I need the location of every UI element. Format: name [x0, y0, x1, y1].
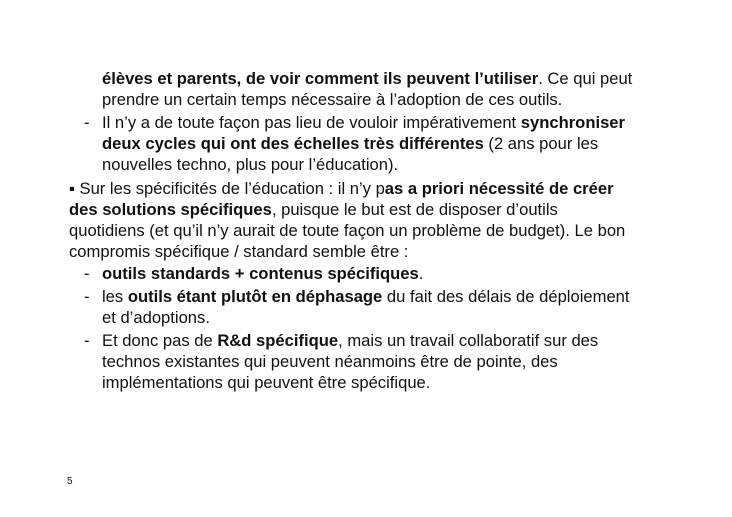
text-run: , mais un travail collaboratif sur des [338, 331, 599, 350]
dash-marker: - [84, 264, 90, 283]
text-line [102, 112, 625, 133]
dash-marker: - [84, 113, 90, 132]
text-line [102, 133, 598, 154]
text-run: , puisque le but est de disposer d’outils [271, 200, 558, 219]
bold-text: as a priori nécessité de créer [384, 179, 614, 198]
text-line [69, 199, 558, 220]
text-line [102, 68, 632, 89]
text-line: compromis spécifique / standard semble être : [69, 242, 409, 261]
text-line [102, 263, 423, 284]
text-line: implémentations qui peuvent être spécifique. [102, 373, 431, 392]
dash-marker: - [84, 287, 90, 306]
text-line: technos existantes qui peuvent néanmoins être de pointe, des [102, 352, 558, 371]
text-line [102, 286, 630, 307]
dash-marker: - [84, 331, 90, 350]
text-line: nouvelles techno, plus pour l’éducation). [102, 155, 399, 174]
text-run: . Ce qui peut [538, 69, 633, 88]
bold-text: R&d spécifique [217, 331, 339, 350]
bold-text: outils étant plutôt en déphasage [127, 287, 383, 306]
text-run: Il n’y a de toute façon pas lieu de vouloir impérativement [102, 113, 521, 132]
page-number: 5 [67, 476, 73, 487]
bold-text: élèves et parents, de voir comment ils peuvent l’utiliser [102, 69, 539, 88]
text-run: Et donc pas de [102, 331, 218, 350]
bold-text: outils standards + contenus spécifiques [102, 264, 419, 283]
text-run: (2 ans pour les [483, 134, 599, 153]
bold-text: des solutions spécifiques [69, 200, 272, 219]
text-line: prendre un certain temps nécessaire à l’adoption de ces outils. [102, 90, 563, 109]
text-run: du fait des délais de déploiement [382, 287, 630, 306]
text-line: quotidiens (et qu’il n’y aurait de toute façon un problème de budget). Le bon [69, 221, 626, 240]
text-line: et d’adoptions. [102, 308, 210, 327]
text-run: Sur les spécificités de l’éducation : il n’y p [74, 179, 385, 198]
text-line [102, 330, 598, 351]
text-run: . [418, 264, 424, 283]
square-bullet-icon: ▪ [69, 179, 75, 198]
bold-text: deux cycles qui ont des échelles très différentes [102, 134, 484, 153]
bold-text: synchroniser [520, 113, 625, 132]
text-line [69, 178, 614, 199]
text-run: les [102, 287, 128, 306]
